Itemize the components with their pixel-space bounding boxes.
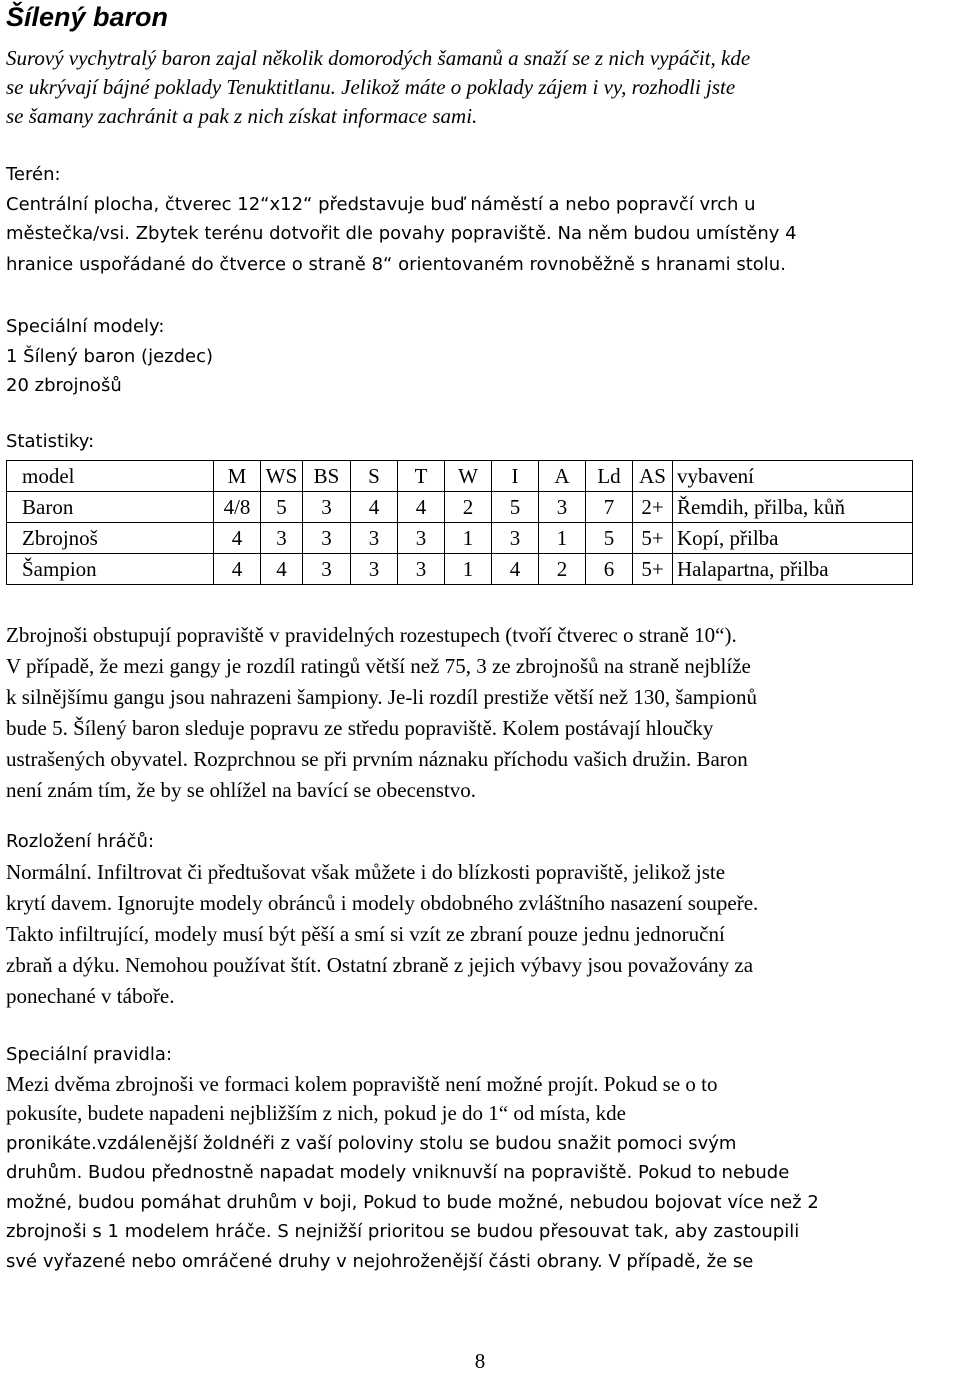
table-cell: 4/8 — [214, 492, 261, 523]
table-cell: 3 — [351, 554, 398, 585]
table-cell: 5+ — [633, 554, 673, 585]
terrain-line: hranice uspořádané do čtverce o straně 8“ orientovaném rovnoběžně s hranami stolu. — [6, 253, 786, 275]
table-header-cell: T — [398, 461, 445, 492]
table-header-cell: model — [7, 461, 214, 492]
terrain-label: Terén: — [6, 164, 61, 185]
table-cell: Baron — [7, 492, 214, 523]
table-cell: 2 — [445, 492, 492, 523]
special-model-item: 1 Šílený baron (jezdec) — [6, 345, 214, 367]
deployment-line: Takto infiltrující, modely musí být pěší a smí si vzít ze zbraní pouze jednu jednoruční — [6, 922, 725, 946]
table-row — [7, 492, 913, 523]
deployment-line: Normální. Infiltrovat či předtušovat však můžete i do blízkosti popraviště, jelikož jste — [6, 860, 726, 884]
table-cell: Šampion — [7, 554, 214, 585]
table-cell: Kopí, přilba — [673, 523, 913, 554]
deployment-line: ponechané v táboře. — [6, 984, 175, 1008]
body-line: V případě, že mezi gangy je rozdíl ratingů větší než 75, 3 ze zbrojnošů na straně nejblíže — [6, 654, 751, 678]
table-header-row — [7, 461, 913, 492]
intro-line: se ukrývají bájné poklady Tenuktitlanu. Jelikož máte o poklady zájem i vy, rozhodli jste — [6, 75, 736, 99]
table-cell: 4 — [261, 554, 303, 585]
terrain-line-part: městečka/vsi. Zbytek terénu dotvořit dle povahy popraviště. — [6, 223, 552, 244]
statistics-section — [6, 427, 946, 457]
table-cell: 1 — [445, 554, 492, 585]
table-header-cell: BS — [303, 461, 351, 492]
terrain-line — [6, 219, 946, 250]
page-title: Šílený baron — [6, 2, 169, 32]
table-cell: 3 — [261, 523, 303, 554]
deployment-line: zbraň a dýku. Nemohou používat štít. Ostatní zbraně z jejich výbavy jsou považovány za — [6, 953, 754, 977]
table-cell: 5+ — [633, 523, 673, 554]
table-cell: 6 — [586, 554, 633, 585]
special-rules-line: Mezi dvěma zbrojnoši ve formaci kolem popraviště není možné projít. Pokud se o to — [6, 1071, 718, 1096]
table-cell: 3 — [351, 523, 398, 554]
special-rules-section — [6, 1040, 946, 1276]
body-line: není znám tím, že by se ohlížel na bavící se obecenstvo. — [6, 778, 477, 802]
special-models-label: Speciální modely: — [6, 316, 165, 337]
table-cell: 1 — [445, 523, 492, 554]
special-rules-label: Speciální pravidla: — [6, 1044, 173, 1065]
table-cell: 5 — [492, 492, 539, 523]
body-line: ustrašených obyvatel. Rozprchnou se při prvním náznaku příchodu vašich družin. Baron — [6, 747, 748, 771]
table-cell: 4 — [492, 554, 539, 585]
table-header-cell: vybavení — [673, 461, 913, 492]
terrain-line: Centrální plocha, čtverec 12“x12“ představuje buď náměstí a nebo popravčí vrch u — [6, 193, 756, 215]
table-cell: 2+ — [633, 492, 673, 523]
table-row — [7, 523, 913, 554]
special-rules-line: druhům. Budou přednostně napadat modely vniknuvší na popraviště. Pokud to nebude — [6, 1162, 790, 1183]
table-cell: 5 — [586, 523, 633, 554]
table-cell: 4 — [351, 492, 398, 523]
table-cell: 4 — [214, 523, 261, 554]
table-cell: 3 — [398, 554, 445, 585]
table-cell: 3 — [398, 523, 445, 554]
table-header-cell: W — [445, 461, 492, 492]
intro-paragraph — [6, 44, 946, 131]
page-number: 8 — [474, 1349, 486, 1373]
table-cell: 3 — [539, 492, 586, 523]
deployment-section — [6, 826, 946, 1012]
deployment-label: Rozložení hráčů: — [6, 831, 155, 852]
special-rules-line: pokusíte, budete napadeni nejbližším z nich, pokud je do 1“ od místa, kde — [6, 1101, 626, 1125]
table-header-cell: AS — [633, 461, 673, 492]
table-header-cell: A — [539, 461, 586, 492]
intro-line: se šamany zachránit a pak z nich získat informace sami. — [6, 104, 478, 128]
table-cell: Halapartna, přilba — [673, 554, 913, 585]
table-header-cell: M — [214, 461, 261, 492]
table-row — [7, 554, 913, 585]
table-cell: 3 — [492, 523, 539, 554]
terrain-section — [6, 160, 946, 279]
special-rules-line: zbrojnoši s 1 modelem hráče. S nejnižší prioritou se budou přesouvat tak, aby zastoupili — [6, 1221, 800, 1242]
table-cell: 5 — [261, 492, 303, 523]
deployment-line: krytí davem. Ignorujte modely obránců i modely obdobného zvláštního nasazení soupeře. — [6, 891, 759, 915]
special-rules-line: pronikáte.vzdálenější žoldnéři z vaší poloviny stolu se budou snažit pomoci svým — [6, 1132, 737, 1154]
table-cell: 3 — [303, 492, 351, 523]
table-cell: 7 — [586, 492, 633, 523]
table-cell: Zbrojnoš — [7, 523, 214, 554]
table-header-cell: I — [492, 461, 539, 492]
body-paragraph — [6, 620, 946, 806]
statistics-table — [6, 460, 913, 585]
table-header-cell: Ld — [586, 461, 633, 492]
special-model-item: 20 zbrojnošů — [6, 375, 122, 396]
table-header-cell: WS — [261, 461, 303, 492]
table-cell: 4 — [398, 492, 445, 523]
table-cell: Řemdih, přilba, kůň — [673, 492, 913, 523]
special-models-section — [6, 312, 946, 401]
table-header-cell: S — [351, 461, 398, 492]
table-cell: 1 — [539, 523, 586, 554]
table-cell: 3 — [303, 554, 351, 585]
statistics-label: Statistiky: — [6, 431, 95, 452]
body-line: k silnějšímu gangu jsou nahrazeni šampiony. Je-li rozdíl prestiže větší než 130, šampionů — [6, 685, 757, 709]
table-cell: 2 — [539, 554, 586, 585]
table-cell: 4 — [214, 554, 261, 585]
body-line: bude 5. Šílený baron sleduje popravu ze středu popraviště. Kolem postávají hloučky — [6, 716, 714, 740]
intro-line: Surový vychytralý baron zajal několik domorodých šamanů a snaží se z nich vypáčit, kde — [6, 46, 751, 70]
body-line: Zbrojnoši obstupují popraviště v pravidelných rozestupech (tvoří čtverec o straně 10“). — [6, 623, 737, 647]
special-rules-line: své vyřazené nebo omráčené druhy v nejohroženější části obrany. V případě, že se — [6, 1250, 754, 1272]
special-rules-line: možné, budou pomáhat druhům v boji, Pokud to bude možné, nebudou bojovat více než 2 — [6, 1191, 819, 1213]
terrain-line-part: Na něm budou umístěny 4 — [551, 223, 797, 244]
table-cell: 3 — [303, 523, 351, 554]
